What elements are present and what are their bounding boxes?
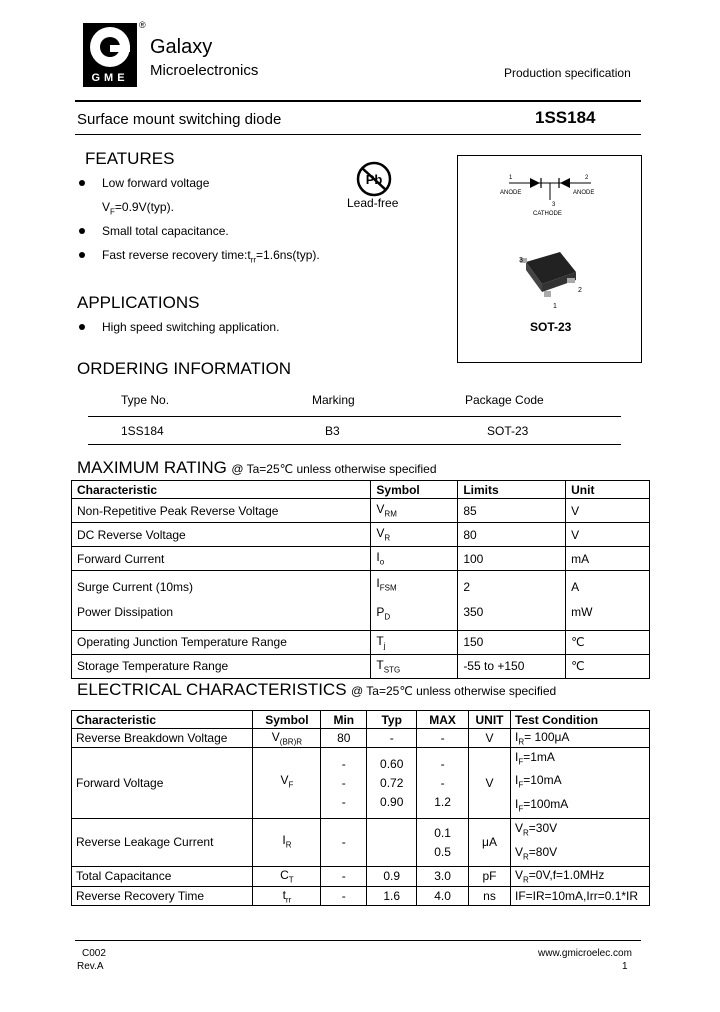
lead-free-badge: Pb xyxy=(365,172,383,187)
cell-characteristic: Reverse Leakage Current xyxy=(72,819,253,867)
col-header: Limits xyxy=(458,481,566,499)
logo-g-bar xyxy=(110,45,130,52)
cell-min: - - - xyxy=(321,748,367,819)
cell-characteristic: DC Reverse Voltage xyxy=(72,523,371,547)
feature-item: Small total capacitance. xyxy=(102,224,229,238)
lead-free-label: Lead-free xyxy=(347,196,399,210)
ordering-package: SOT-23 xyxy=(487,424,529,438)
cell-typ: 1.6 xyxy=(367,886,417,905)
title-rule xyxy=(75,134,641,135)
ordering-rule xyxy=(88,444,621,445)
cell-max: - - 1.2 xyxy=(417,748,469,819)
electrical-heading: ELECTRICAL CHARACTERISTICS xyxy=(77,680,347,699)
cell-limit: 150 xyxy=(458,630,566,654)
table-header-row xyxy=(72,481,650,499)
cell-limit: -55 to +150 xyxy=(458,654,566,678)
cell-condition: $V_R=30V$ $V_R=80V$ xyxy=(511,819,650,867)
bullet-icon xyxy=(79,180,85,186)
max-rating-title xyxy=(77,458,437,478)
cell-characteristic: Operating Junction Temperature Range xyxy=(72,630,371,654)
cell-typ xyxy=(367,819,417,867)
cell-min: 80 xyxy=(321,729,367,748)
table-row xyxy=(72,748,650,819)
col-header: Symbol xyxy=(253,711,321,729)
col-header: Unit xyxy=(566,481,650,499)
table-row xyxy=(72,630,650,654)
sot-pin2: 2 xyxy=(578,287,582,294)
cell-characteristic: Reverse Breakdown Voltage xyxy=(72,729,253,748)
footer-website[interactable]: www.gmicroelec.com xyxy=(538,948,632,959)
lead-free-icon xyxy=(355,160,393,198)
cell-max: 0.1 0.5 xyxy=(417,819,469,867)
electrical-table xyxy=(71,710,650,906)
ordering-heading: ORDERING INFORMATION xyxy=(77,359,292,378)
bullet-icon xyxy=(79,228,85,234)
cell-symbol: $V_R$ xyxy=(371,523,458,547)
cell-unit: ns xyxy=(469,886,511,905)
cell-limit: 100 xyxy=(458,547,566,571)
electrical-title xyxy=(77,680,556,700)
cell-unit: ℃ xyxy=(566,630,650,654)
col-header: Min xyxy=(321,711,367,729)
sot23-package-icon xyxy=(512,248,587,313)
pin3-label: 3 xyxy=(552,202,556,208)
table-row xyxy=(72,819,650,867)
table-row xyxy=(72,499,650,523)
cell-characteristic: Forward Voltage xyxy=(72,748,253,819)
col-header: Characteristic xyxy=(72,711,253,729)
cell-characteristic: Forward Current xyxy=(72,547,371,571)
sot-pin3: 3 xyxy=(519,257,523,264)
ordering-type: 1SS184 xyxy=(121,424,164,438)
footer-code: C002 xyxy=(82,948,106,959)
cell-symbol: $V_{(BR)R}$ xyxy=(253,729,321,748)
max-rating-condition: @ Ta=25℃ unless otherwise specified xyxy=(231,462,437,476)
logo-text: GME xyxy=(91,72,129,84)
table-row xyxy=(72,866,650,886)
table-header-row xyxy=(72,711,650,729)
pin1-name: ANODE xyxy=(500,190,522,196)
cell-condition: $I_F=1mA$ $I_F=10mA$ $I_F=100mA$ xyxy=(511,748,650,819)
table-row xyxy=(72,523,650,547)
pin2-name: ANODE xyxy=(573,190,595,196)
application-item: High speed switching application. xyxy=(102,320,280,334)
col-header: Test Condition xyxy=(511,711,650,729)
cell-symbol: $V_F$ xyxy=(253,748,321,819)
registered-mark: ® xyxy=(139,20,146,30)
diode-schematic xyxy=(495,170,605,220)
cell-typ: 0.60 0.72 0.90 xyxy=(367,748,417,819)
feature-item: $V_F=0.9V(typ)$. xyxy=(102,200,174,217)
bullet-icon xyxy=(79,324,85,330)
table-row xyxy=(72,547,650,571)
cell-max: 4.0 xyxy=(417,886,469,905)
cell-unit: V xyxy=(469,748,511,819)
cell-unit: V xyxy=(566,523,650,547)
ordering-marking: B3 xyxy=(325,424,340,438)
sot-pin1: 1 xyxy=(553,303,557,310)
cell-unit: μA xyxy=(469,819,511,867)
footer-page: 1 xyxy=(622,961,628,972)
cell-min: - xyxy=(321,866,367,886)
col-header: MAX xyxy=(417,711,469,729)
cell-limit: 2 350 xyxy=(458,571,566,631)
footer-rev: Rev.A xyxy=(77,961,104,972)
cell-symbol: $I_R$ xyxy=(253,819,321,867)
cell-condition: IF=IR=10mA,Irr=0.1*IR xyxy=(511,886,650,905)
cell-condition: $I_R= 100\mu A$ xyxy=(511,729,650,748)
cell-max: 3.0 xyxy=(417,866,469,886)
cell-symbol: $V_{RM}$ xyxy=(371,499,458,523)
cell-symbol: $T_j$ xyxy=(371,630,458,654)
part-number: 1SS184 xyxy=(535,108,596,127)
table-row xyxy=(72,886,650,905)
cell-typ: 0.9 xyxy=(367,866,417,886)
cell-symbol: $I_{FSM}$ $P_D$ xyxy=(371,571,458,631)
cell-unit: A mW xyxy=(566,571,650,631)
header-rule xyxy=(75,100,641,102)
col-header: UNIT xyxy=(469,711,511,729)
ordering-header-marking: Marking xyxy=(312,393,355,407)
table-row xyxy=(72,654,650,678)
cell-typ: - xyxy=(367,729,417,748)
applications-heading: APPLICATIONS xyxy=(77,293,200,312)
max-rating-heading: MAXIMUM RATING xyxy=(77,458,227,477)
cell-symbol: $T_{STG}$ xyxy=(371,654,458,678)
package-name: SOT-23 xyxy=(530,320,572,334)
max-rating-table xyxy=(71,480,650,679)
table-row xyxy=(72,571,650,631)
cell-condition: $V_R=0V,f=1.0MHz$ xyxy=(511,866,650,886)
cell-characteristic: Storage Temperature Range xyxy=(72,654,371,678)
table-row xyxy=(72,729,650,748)
doc-subtitle: Surface mount switching diode xyxy=(77,111,282,128)
ordering-header-type: Type No. xyxy=(121,393,170,407)
feature-item: Fast reverse recovery $time:t_{rr}=1.6ns(typ)$. xyxy=(102,248,320,265)
company-name-line2: Microelectronics xyxy=(150,62,259,79)
cell-characteristic: Surge Current (10ms) Power Dissipation xyxy=(72,571,371,631)
footer-rule xyxy=(75,940,641,941)
cell-symbol: $t_{rr}$ xyxy=(253,886,321,905)
col-header: Typ xyxy=(367,711,417,729)
cell-min: - xyxy=(321,819,367,867)
company-name-line1: Galaxy xyxy=(150,36,213,58)
feature-item: Low forward voltage xyxy=(102,176,210,190)
features-heading: FEATURES xyxy=(85,149,175,168)
cell-unit: V xyxy=(566,499,650,523)
bullet-icon xyxy=(79,252,85,258)
cell-limit: 80 xyxy=(458,523,566,547)
cell-symbol: $I_o$ xyxy=(371,547,458,571)
ordering-header-package: Package Code xyxy=(465,393,544,407)
cell-characteristic: Reverse Recovery Time xyxy=(72,886,253,905)
cell-characteristic: Non-Repetitive Peak Reverse Voltage xyxy=(72,499,371,523)
col-header: Characteristic xyxy=(72,481,371,499)
cell-symbol: $C_T$ xyxy=(253,866,321,886)
ordering-rule xyxy=(88,416,621,417)
cell-unit: V xyxy=(469,729,511,748)
pin2-label: 2 xyxy=(585,175,589,181)
cell-unit: mA xyxy=(566,547,650,571)
col-header: Symbol xyxy=(371,481,458,499)
cell-limit: 85 xyxy=(458,499,566,523)
pin3-name: CATHODE xyxy=(533,211,562,217)
cell-characteristic: Total Capacitance xyxy=(72,866,253,886)
cell-min: - xyxy=(321,886,367,905)
pin1-label: 1 xyxy=(509,175,513,181)
spec-type: Production specification xyxy=(504,66,631,80)
electrical-condition: @ Ta=25℃ unless otherwise specified xyxy=(350,684,557,698)
cell-unit: pF xyxy=(469,866,511,886)
cell-max: - xyxy=(417,729,469,748)
cell-unit: ℃ xyxy=(566,654,650,678)
